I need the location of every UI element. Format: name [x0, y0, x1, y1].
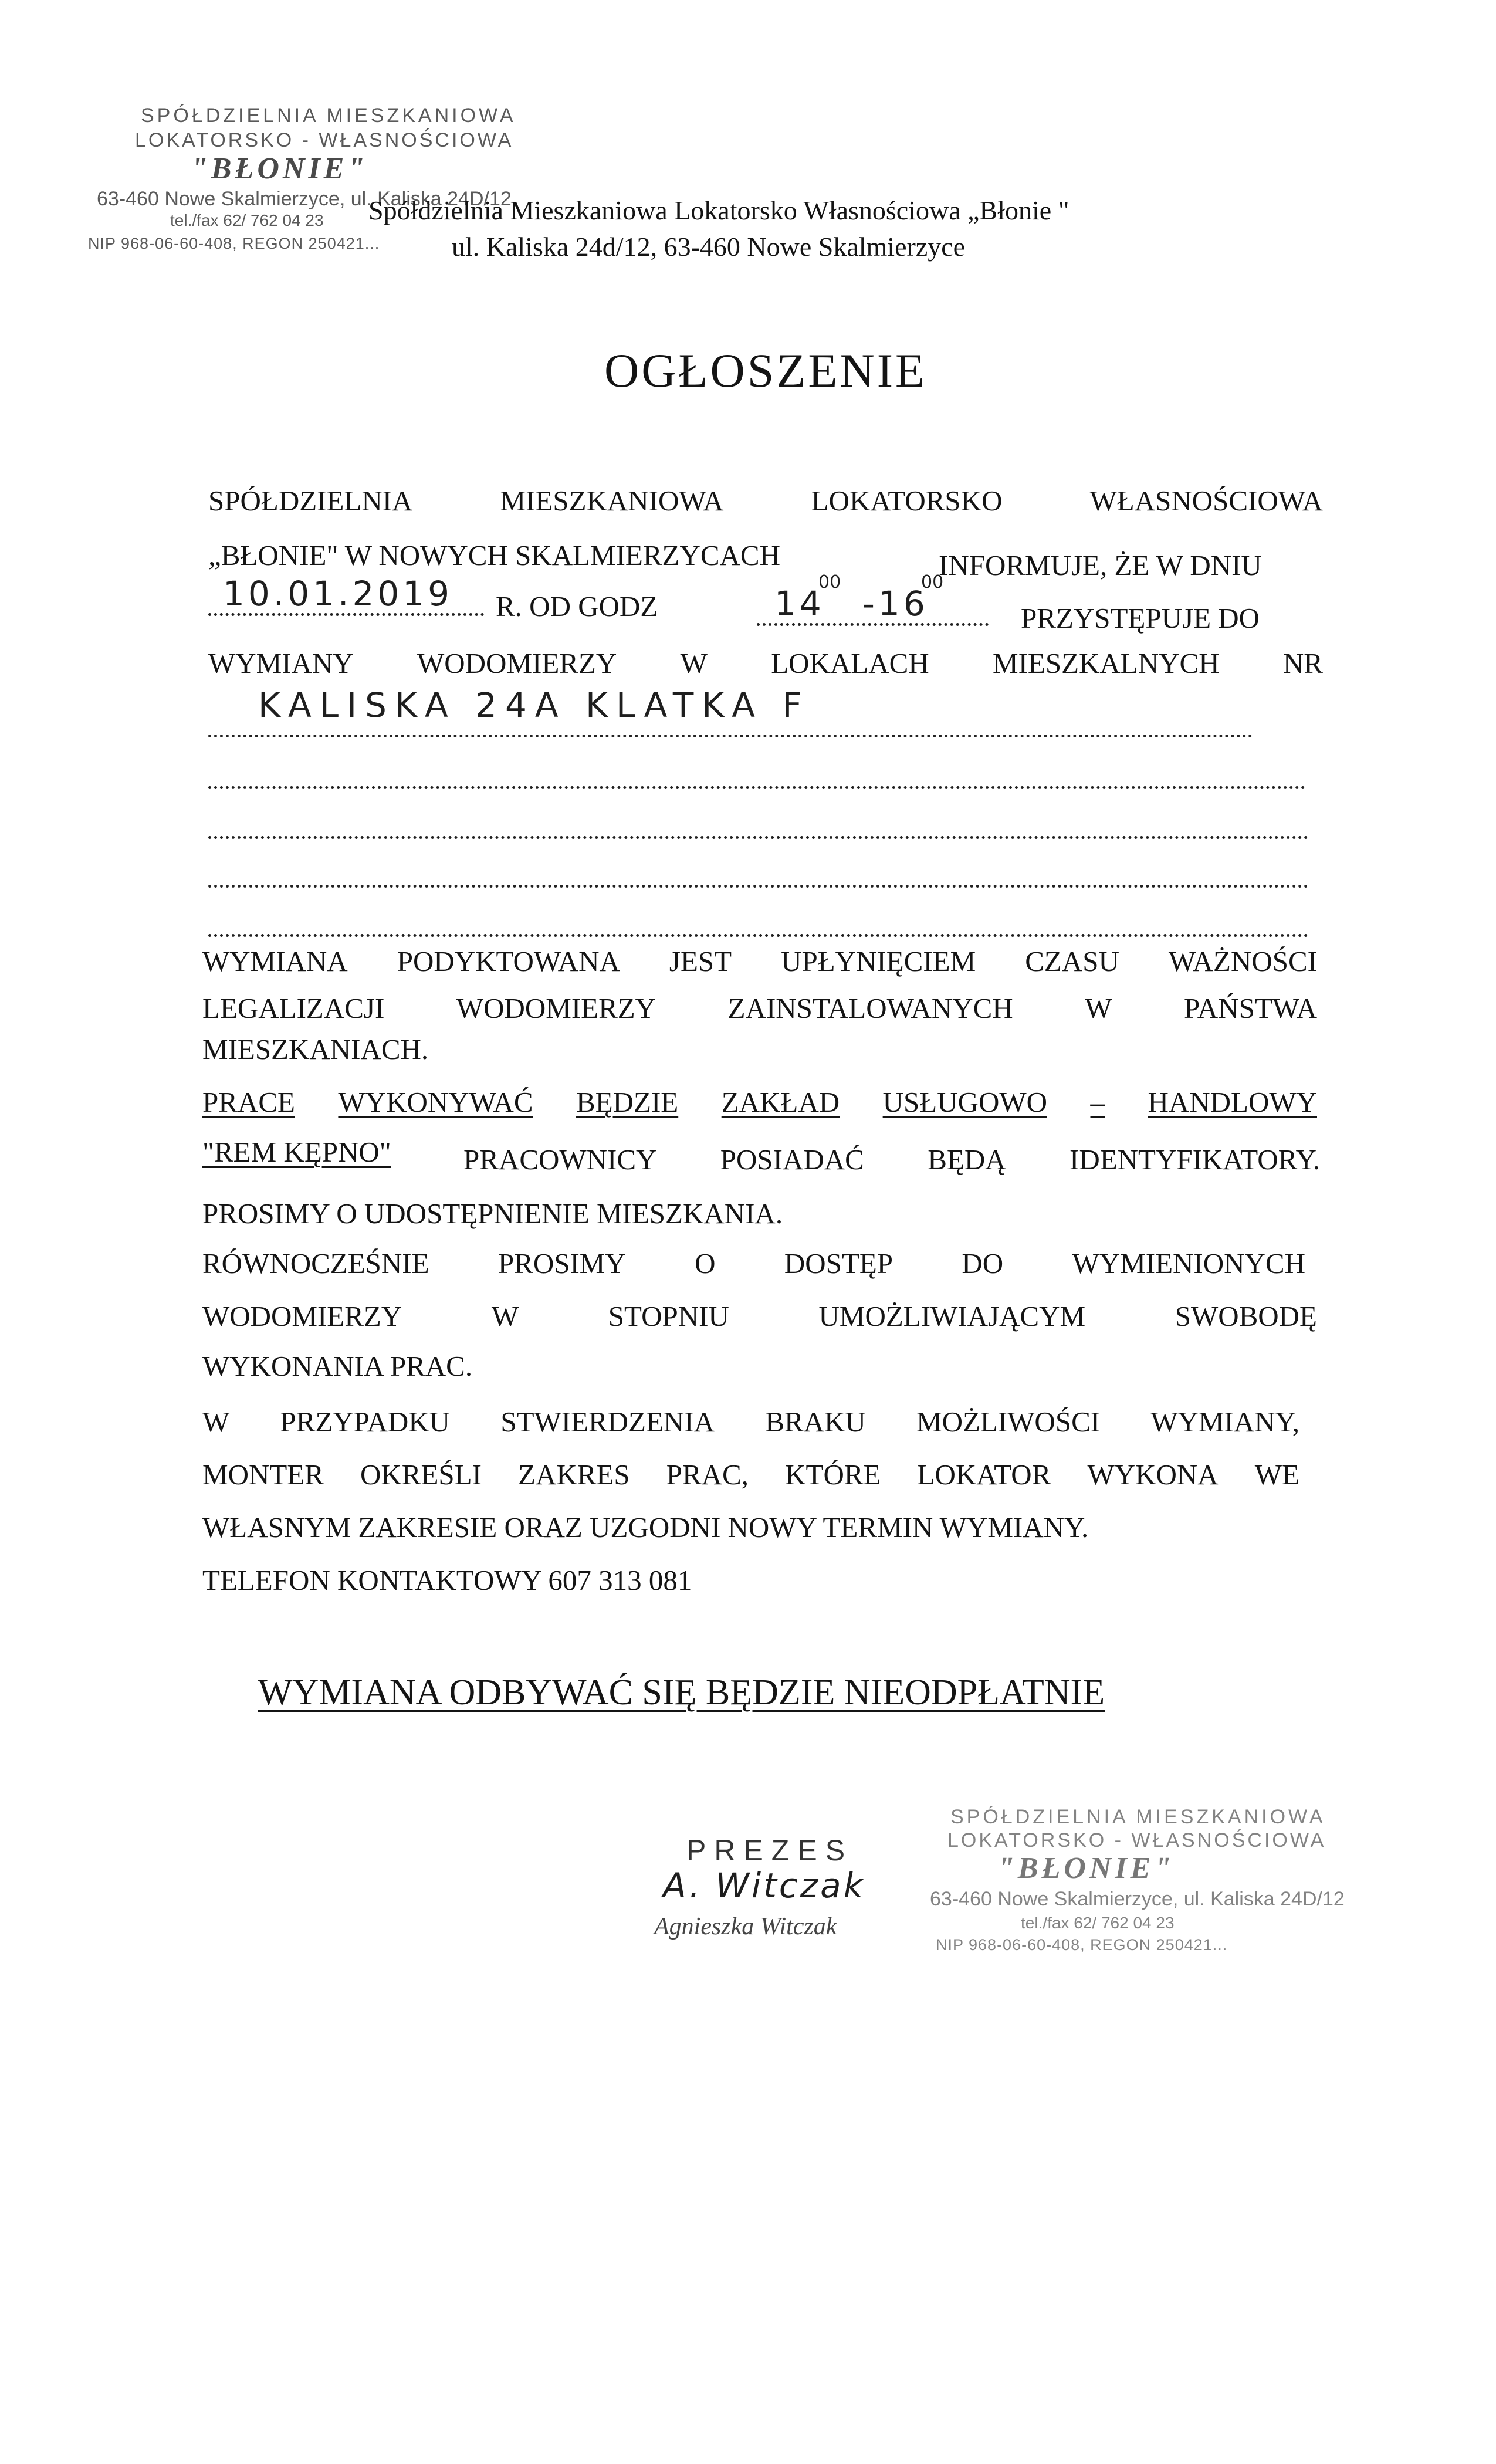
word: OKREŚLI: [360, 1458, 482, 1491]
p4: [202, 1197, 796, 1230]
text: "REM KĘPNO": [202, 1136, 391, 1168]
handwritten-time-from-min: 00: [818, 572, 841, 593]
stamp-top-line3: "BŁONIE": [191, 152, 368, 185]
p2-line1: [202, 945, 1317, 978]
word: ZAKRES: [518, 1458, 630, 1491]
p1-line2-a: [208, 539, 793, 572]
p1-line3-a: [496, 590, 671, 623]
signature-handwritten: A. Witczak: [663, 1866, 866, 1905]
word: DOSTĘP: [784, 1247, 893, 1280]
dotted-line-2: [208, 786, 1305, 789]
word: WAŻNOŚCI: [1168, 945, 1317, 977]
word: LOKATOR: [917, 1458, 1051, 1491]
word: NR: [1282, 647, 1323, 679]
word: W: [1085, 992, 1112, 1024]
word: W: [491, 1300, 519, 1332]
handwritten-location: KALISKA 24A KLATKA F: [258, 685, 810, 725]
word: MOŻLIWOŚCI: [916, 1406, 1101, 1438]
stamp-top-line1: SPÓŁDZIELNIA MIESZKANIOWA: [141, 104, 516, 127]
dotted-line-4: [208, 885, 1308, 888]
p6-line1: [202, 1405, 1299, 1439]
stamp-bottom-line5: tel./fax 62/ 762 04 23: [1021, 1914, 1175, 1932]
word: STWIERDZENIA: [500, 1406, 715, 1438]
word: PRAC,: [666, 1458, 749, 1491]
word: PROSIMY: [497, 1247, 626, 1280]
text: INFORMUJE, ŻE W DNIU: [939, 549, 1262, 581]
text: PRZYSTĘPUJE DO: [1021, 602, 1260, 634]
p7-phone: [202, 1563, 705, 1597]
text: „BŁONIE" W NOWYCH SKALMIERZYCACH: [208, 539, 780, 571]
word: CZASU: [1025, 945, 1119, 977]
header-address: ul. Kaliska 24d/12, 63-460 Nowe Skalmierzyce: [452, 232, 966, 262]
stamp-bottom-line4: 63-460 Nowe Skalmierzyce, ul. Kaliska 24D/12: [930, 1888, 1345, 1910]
signature-name: Agnieszka Witczak: [654, 1913, 837, 1940]
p2-line2: [202, 991, 1317, 1025]
p1-line1: [208, 484, 1323, 517]
word: –: [1090, 1086, 1105, 1118]
text: WYKONANIA PRAC.: [202, 1350, 473, 1382]
word: IDENTYFIKATORY.: [1069, 1143, 1320, 1176]
dotted-line-5: [208, 934, 1308, 937]
handwritten-time-from: 14: [774, 584, 825, 624]
word: BĘDĄ: [928, 1143, 1006, 1176]
word: LEGALIZACJI: [202, 992, 385, 1024]
word: BRAKU: [765, 1406, 866, 1438]
word: WODOMIERZY: [417, 647, 617, 679]
stamp-bottom-line3: "BŁONIE": [997, 1852, 1175, 1885]
text: R. OD GODZ: [496, 590, 658, 622]
text: TELEFON KONTAKTOWY 607 313 081: [202, 1564, 692, 1596]
word: BĘDZIE: [576, 1086, 679, 1118]
p1-line4: [208, 647, 1323, 680]
page-title: OGŁOSZENIE: [604, 344, 928, 397]
word: HANDLOWY: [1148, 1086, 1317, 1118]
word: ZAINSTALOWANYCH: [727, 992, 1013, 1024]
word: WYMIENIONYCH: [1072, 1247, 1305, 1280]
p1-line2-b: [939, 549, 1275, 582]
word: STOPNIU: [608, 1300, 729, 1332]
word: WODOMIERZY: [456, 992, 656, 1024]
word: WYMIANY: [208, 647, 354, 679]
p6-line2: [202, 1458, 1299, 1491]
word: UPŁYNIĘCIEM: [781, 945, 976, 977]
word: MIESZKANIOWA: [500, 485, 724, 517]
word: JEST: [669, 945, 732, 977]
word: WŁASNOŚCIOWA: [1089, 485, 1323, 517]
word: WYKONA: [1087, 1458, 1219, 1491]
p3-line2-b: [463, 1143, 1320, 1176]
handwritten-time-to-min: 00: [921, 572, 944, 593]
word: PRACE: [202, 1086, 295, 1118]
word: W: [680, 647, 708, 679]
word: PRZYPADKU: [280, 1406, 451, 1438]
signature-role: PREZES: [686, 1834, 854, 1867]
word: MONTER: [202, 1458, 324, 1491]
word: LOKATORSKO: [811, 485, 1003, 517]
handwritten-time-to: -16: [862, 584, 929, 624]
p5-line3: [202, 1349, 485, 1383]
stamp-bottom-line2: LOKATORSKO - WŁASNOŚCIOWA: [947, 1829, 1326, 1852]
word: WYMIANA: [202, 945, 348, 977]
word: KTÓRE: [785, 1458, 881, 1491]
word: PRACOWNICY: [463, 1143, 657, 1176]
p5-line1: [202, 1247, 1305, 1280]
p3-line1: [202, 1085, 1317, 1119]
handwritten-date: 10.01.2019: [223, 574, 453, 614]
word: SWOBODĘ: [1175, 1300, 1317, 1332]
p3-line2-a: [202, 1135, 404, 1169]
stamp-bottom-line1: SPÓŁDZIELNIA MIESZKANIOWA: [950, 1806, 1326, 1828]
word: WODOMIERZY: [202, 1300, 402, 1332]
word: RÓWNOCZEŚNIE: [202, 1247, 429, 1280]
word: USŁUGOWO: [882, 1086, 1047, 1118]
final-notice: WYMIANA ODBYWAĆ SIĘ BĘDZIE NIEODPŁATNIE: [258, 1673, 1105, 1712]
word: UMOŻLIWIAJĄCYM: [818, 1300, 1086, 1332]
word: WYKONYWAĆ: [338, 1086, 533, 1118]
p5-line2: [202, 1299, 1317, 1333]
stamp-top-line4: 63-460 Nowe Skalmierzyce, ul. Kaliska 24D/12: [97, 188, 512, 210]
word: POSIADAĆ: [720, 1143, 864, 1176]
stamp-top-line5: tel./fax 62/ 762 04 23: [170, 211, 324, 229]
stamp-top-line6: NIP 968-06-60-408, REGON 250421...: [88, 235, 380, 252]
word: DO: [962, 1247, 1004, 1280]
dotted-line-3: [208, 836, 1308, 839]
word: LOKALACH: [771, 647, 929, 679]
word: O: [695, 1247, 716, 1280]
word: WYMIANY,: [1150, 1406, 1299, 1438]
word: W: [202, 1406, 230, 1438]
p2-line3: [202, 1033, 441, 1066]
header-org-name: Spółdzielnia Mieszkaniowa Lokatorsko Własnościowa „Błonie ": [368, 195, 1069, 225]
p6-line3: [202, 1511, 1101, 1544]
stamp-top-line2: LOKATORSKO - WŁASNOŚCIOWA: [135, 129, 514, 151]
word: PAŃSTWA: [1184, 992, 1317, 1024]
word: SPÓŁDZIELNIA: [208, 485, 413, 517]
word: MIESZKALNYCH: [993, 647, 1220, 679]
word: ZAKŁAD: [721, 1086, 840, 1118]
text: WŁASNYM ZAKRESIE ORAZ UZGODNI NOWY TERMIN WYMIANY.: [202, 1511, 1089, 1544]
text: PROSIMY O UDOSTĘPNIENIE MIESZKANIA.: [202, 1197, 783, 1230]
text: MIESZKANIACH.: [202, 1033, 429, 1065]
word: WE: [1254, 1458, 1299, 1491]
p1-line3-b: [1021, 601, 1272, 635]
stamp-bottom-line6: NIP 968-06-60-408, REGON 250421...: [936, 1936, 1228, 1954]
dotted-line-1: [208, 735, 1253, 737]
word: PODYKTOWANA: [397, 945, 620, 977]
